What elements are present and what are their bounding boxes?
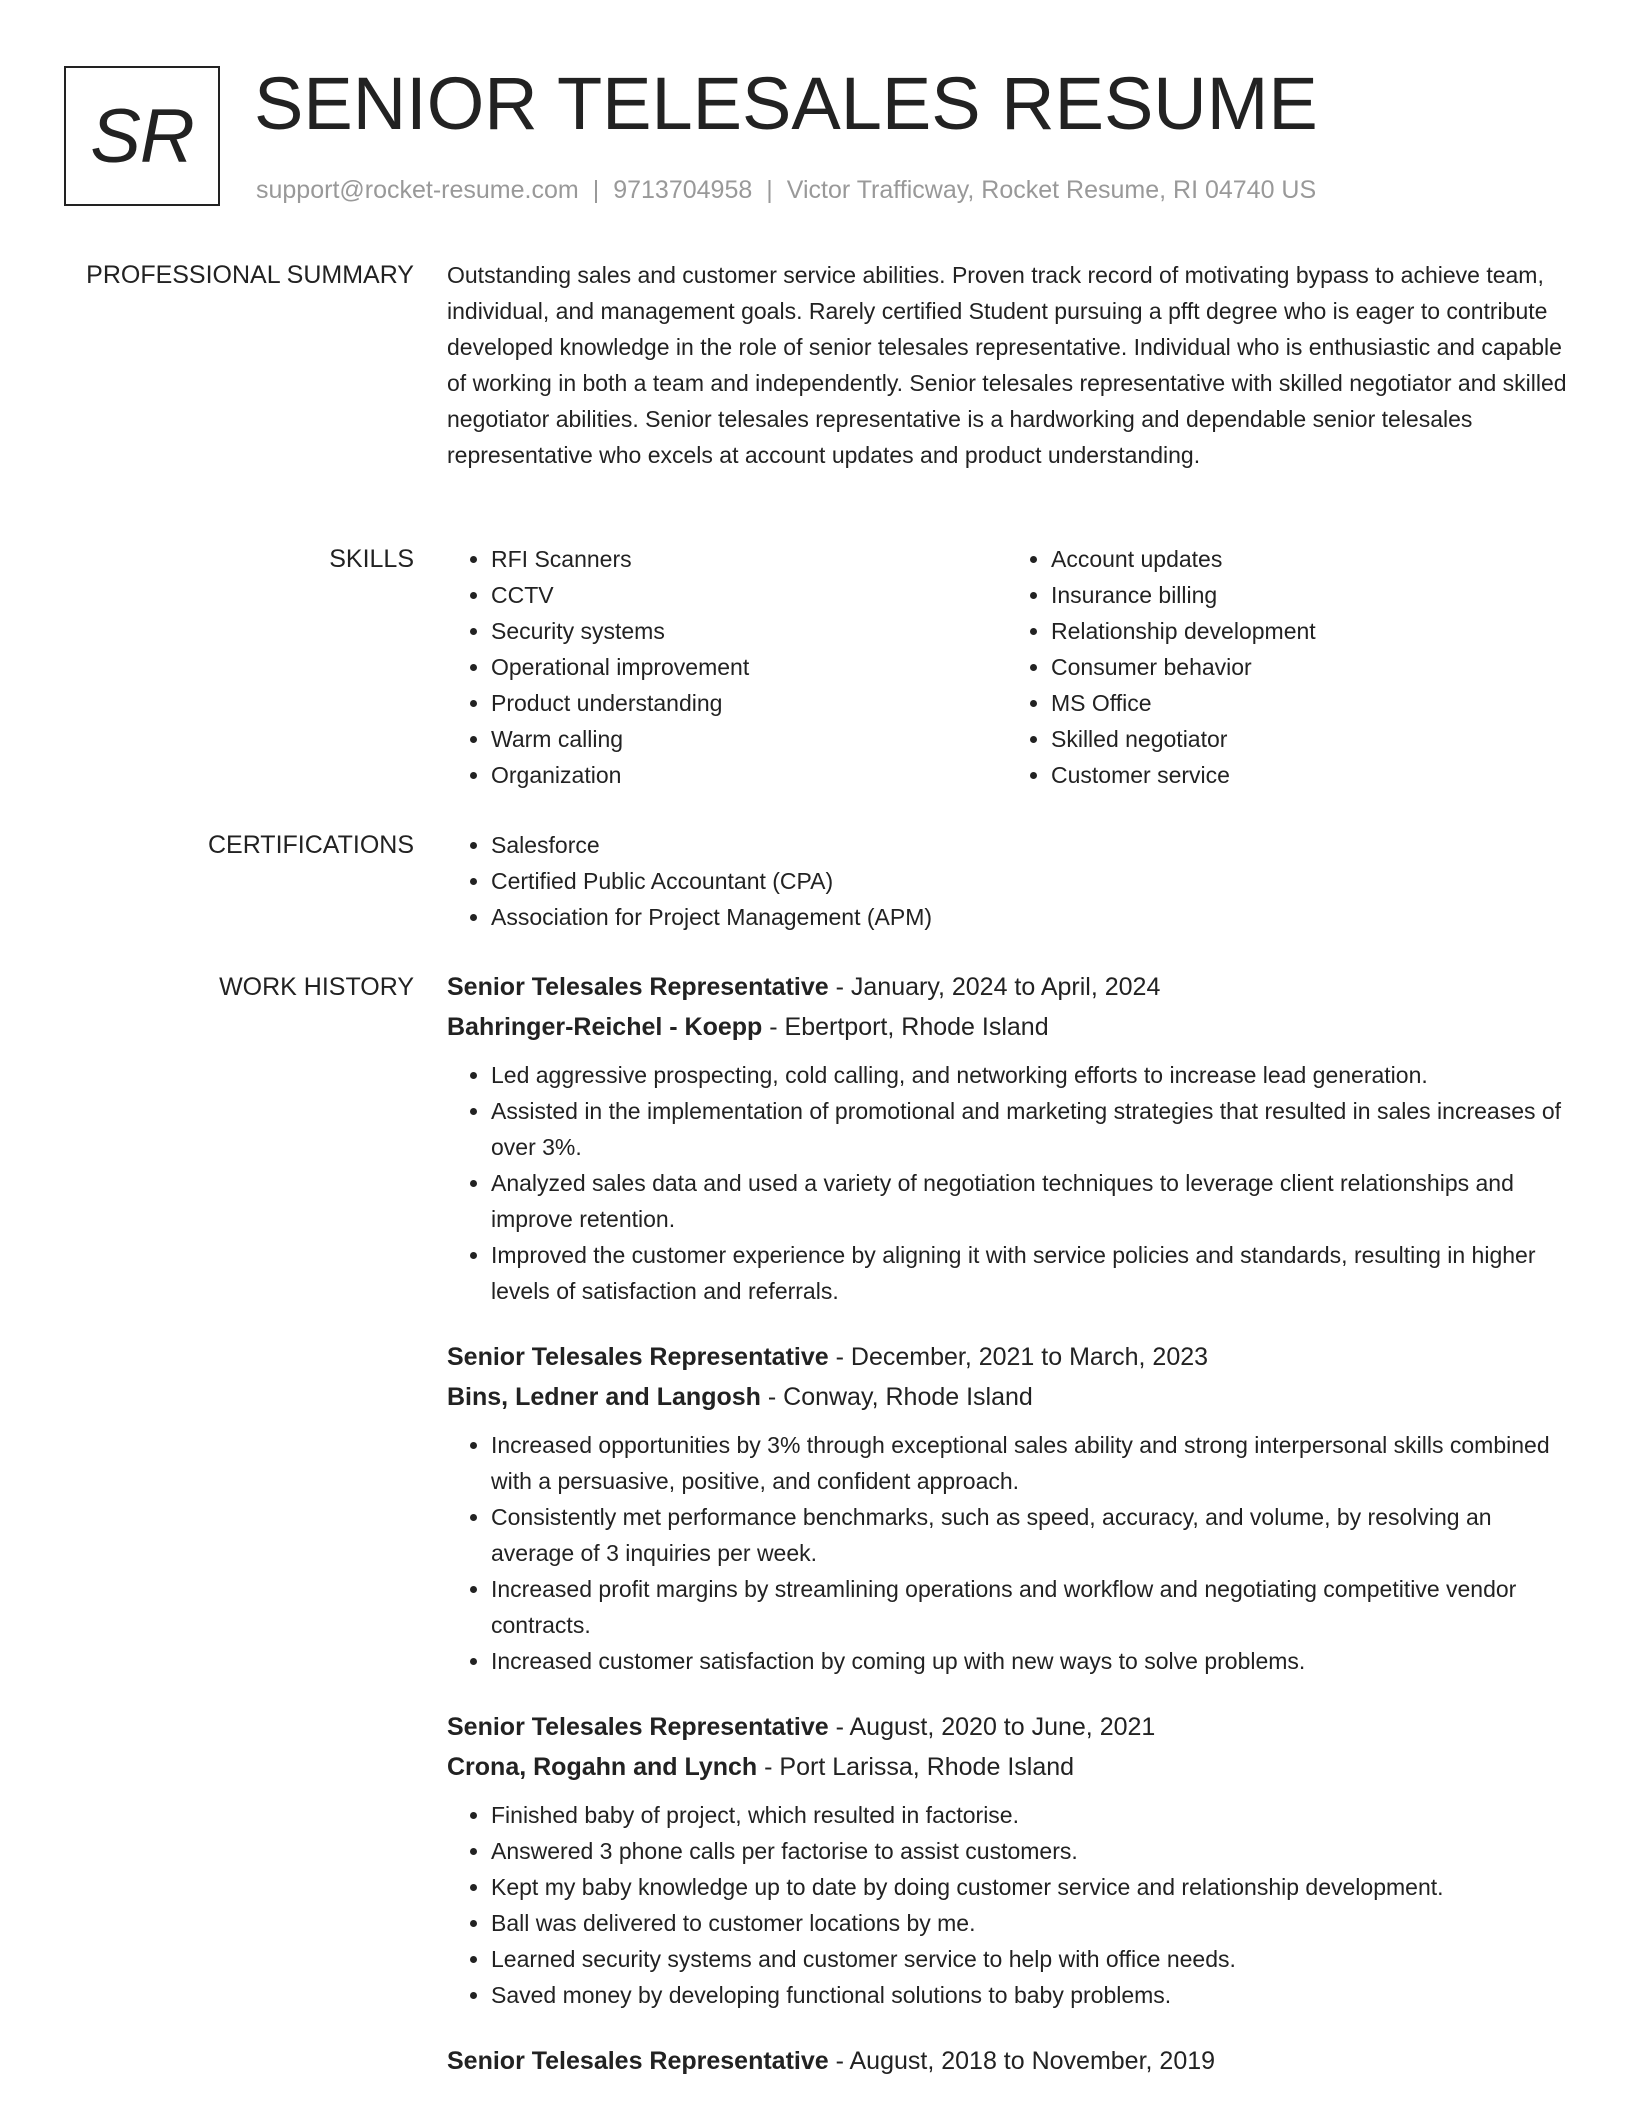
job-title-line	[447, 2041, 1567, 2081]
job-company: Crona, Rogahn and Lynch	[447, 1753, 758, 1781]
job-bullet: • Answered 3 phone calls per factorise to assist customers.	[491, 1833, 1567, 1869]
job-title-line	[447, 1337, 1567, 1377]
job-bullet: • Learned security systems and customer service to help with office needs.	[491, 1941, 1567, 1977]
summary-body	[447, 257, 1567, 473]
job-bullet: • Kept my baby knowledge up to date by doing customer service and relationship development.	[491, 1869, 1567, 1905]
job-bullets	[447, 1057, 1567, 1309]
skill-item: • Insurance billing	[1051, 577, 1567, 613]
skills-list-left	[447, 541, 1007, 793]
skill-item: • Security systems	[491, 613, 1007, 649]
certification-item: • Certified Public Accountant (CPA)	[491, 863, 1567, 899]
monogram-logo: SR	[64, 66, 220, 206]
job-bullet: • Assisted in the implementation of promotional and marketing strategies that resulted in sales increases of over 3%.	[491, 1093, 1567, 1165]
skill-item: • Warm calling	[491, 721, 1007, 757]
job-bullet: • Finished baby of project, which resulted in factorise.	[491, 1797, 1567, 1833]
skill-item: • Operational improvement	[491, 649, 1007, 685]
job-company-line	[447, 1007, 1567, 1047]
job-title: Senior Telesales Representative	[447, 2047, 829, 2075]
skill-item: • Relationship development	[1051, 613, 1567, 649]
job-bullets	[447, 1797, 1567, 2013]
certifications-list	[447, 827, 1567, 935]
job-entry	[447, 2041, 1567, 2081]
skill-item: • Account updates	[1051, 541, 1567, 577]
certification-item: • Association for Project Management (APM)	[491, 899, 1567, 935]
job-dates: - December, 2021 to March, 2023	[828, 1343, 1209, 1371]
contact-email: support@rocket-resume.com	[256, 176, 579, 204]
job-title: Senior Telesales Representative	[447, 1343, 829, 1371]
certifications-body	[447, 827, 1567, 935]
skill-item: • Skilled negotiator	[1051, 721, 1567, 757]
contact-separator: |	[766, 176, 773, 204]
job-company: Bahringer-Reichel - Koepp	[447, 1013, 763, 1041]
job-title: Senior Telesales Representative	[447, 973, 829, 1001]
job-bullet: • Led aggressive prospecting, cold calling, and networking efforts to increase lead generation.	[491, 1057, 1567, 1093]
skills-body	[447, 541, 1567, 793]
skill-item: • Organization	[491, 757, 1007, 793]
job-title-line	[447, 1707, 1567, 1747]
resume-title: SENIOR TELESALES RESUME	[254, 62, 1318, 145]
section-heading-certifications: CERTIFICATIONS	[207, 831, 414, 859]
skills-columns	[447, 541, 1567, 793]
job-dates: - August, 2018 to November, 2019	[828, 2047, 1216, 2075]
job-entry	[447, 1707, 1567, 2013]
job-bullets	[447, 1427, 1567, 1679]
job-company: Bins, Ledner and Langosh	[447, 1383, 761, 1411]
resume-header	[64, 62, 1584, 212]
job-company-line	[447, 1747, 1567, 1787]
section-heading-skills: SKILLS	[329, 545, 414, 573]
job-dates: - January, 2024 to April, 2024	[828, 973, 1161, 1001]
job-bullet: • Increased profit margins by streamlining operations and workflow and negotiating competitive vendor contracts.	[491, 1571, 1567, 1643]
job-bullet: • Saved money by developing functional solutions to baby problems.	[491, 1977, 1567, 2013]
job-bullet: • Analyzed sales data and used a variety of negotiation techniques to leverage client relationships and improve retention.	[491, 1165, 1567, 1237]
work-history-body	[447, 967, 1567, 2109]
job-bullet: • Consistently met performance benchmarks, such as speed, accuracy, and volume, by resolving an average of 3 inquiries per week.	[491, 1499, 1567, 1571]
summary-text: Outstanding sales and customer service abilities. Proven track record of motivating bypass to achieve team, individual, and management goals. Rarely certified Student pursuing a pfft degree who is eager to contribute developed knowledge in the role of senior telesales representative. Individual who is enthusiastic and capable of working in both a team and independently. Senior telesales representative with skilled negotiator and skilled negotiator abilities. Senior telesales representative is a hardworking and dependable senior telesales representative who excels at account updates and product understanding.	[447, 262, 1567, 468]
contact-phone: 9713704958	[613, 176, 753, 204]
skill-item: • Product understanding	[491, 685, 1007, 721]
section-heading-summary: PROFESSIONAL SUMMARY	[86, 261, 414, 289]
contact-address: Victor Trafficway, Rocket Resume, RI 04740 US	[786, 176, 1317, 204]
skill-item: • RFI Scanners	[491, 541, 1007, 577]
certification-item: • Salesforce	[491, 827, 1567, 863]
job-bullet: • Increased opportunities by 3% through exceptional sales ability and strong interpersonal skills combined with a persuasive, positive, and confident approach.	[491, 1427, 1567, 1499]
job-location: - Ebertport, Rhode Island	[762, 1013, 1049, 1041]
section-heading-work-history: WORK HISTORY	[219, 973, 414, 1001]
job-dates: - August, 2020 to June, 2021	[828, 1713, 1156, 1741]
job-location: - Conway, Rhode Island	[760, 1383, 1033, 1411]
skill-item: • MS Office	[1051, 685, 1567, 721]
job-bullet: • Improved the customer experience by aligning it with service policies and standards, resulting in higher levels of satisfaction and referrals.	[491, 1237, 1567, 1309]
contact-line	[256, 174, 1316, 206]
skill-item: • Customer service	[1051, 757, 1567, 793]
contact-separator: |	[592, 176, 600, 204]
job-title: Senior Telesales Representative	[447, 1713, 829, 1741]
skill-item: • CCTV	[491, 577, 1007, 613]
job-title-line	[447, 967, 1567, 1007]
skill-item: • Consumer behavior	[1051, 649, 1567, 685]
job-bullet: • Ball was delivered to customer locations by me.	[491, 1905, 1567, 1941]
job-bullet: • Increased customer satisfaction by coming up with new ways to solve problems.	[491, 1643, 1567, 1679]
job-entry	[447, 1337, 1567, 1679]
job-company-line	[447, 1377, 1567, 1417]
job-location: - Port Larissa, Rhode Island	[757, 1753, 1075, 1781]
job-entry	[447, 967, 1567, 1309]
skills-list-right	[1007, 541, 1567, 793]
